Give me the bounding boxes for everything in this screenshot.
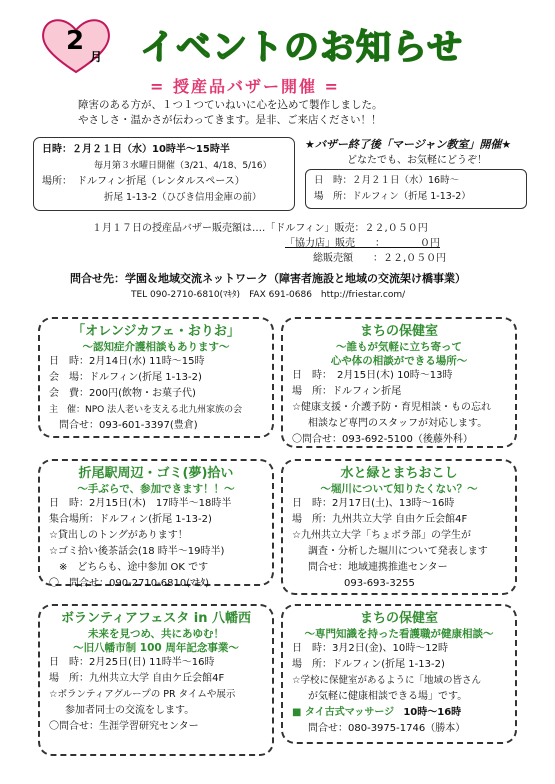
- massage-time: 10時〜16時: [403, 707, 462, 718]
- bazaar-note: 毎月第３水曜日開催（3/21、4/18、5/16）: [94, 161, 272, 171]
- intro-line: 障害のある方が、１つ１つていねいに心を込めて製作しました。: [78, 99, 383, 111]
- bazaar-date: 日時：２月２１日（水）10時半〜15時半: [42, 144, 230, 155]
- intro-text: [78, 98, 383, 128]
- card-line: ☆健康支援・介護予防・育児相談・もの忘れ: [292, 402, 491, 413]
- card-subtitle: 未来を見つめ、共にあゆむ！: [87, 628, 225, 640]
- card-line: 会 場：ドルフィン(折尾 1-13-2): [49, 372, 202, 383]
- card-line: 問合せ：093-601-3397(豊倉): [49, 420, 198, 431]
- mahjong-heading: ★バザー終了後「マージャン教室」開催★: [305, 138, 512, 151]
- card-line: 〇問合せ：生涯学習研究センター: [49, 721, 199, 732]
- card-line: 日 時：2月17日(土)、13時〜16時: [292, 498, 455, 509]
- card-title: ボランティアフェスタ in 八幡西: [60, 611, 252, 626]
- card-title: 水と緑とまちおこし: [340, 466, 458, 481]
- card-title: まちの保健室: [359, 611, 438, 626]
- event-card-trash-pickup: [38, 459, 274, 589]
- card-line: 日 時：2月25日(日) 11時半〜16時: [49, 657, 215, 668]
- event-card-water-green: [281, 459, 517, 595]
- page-title: イベントのお知らせ: [140, 28, 463, 68]
- mahjong-info-box: [305, 169, 527, 209]
- card-line: ☆ボランティアグループの PR タイムや展示: [49, 689, 236, 700]
- card-contact: 問合せ：080-3975-1746（勝本）: [308, 723, 466, 734]
- mahjong-subheading: どなたでも、お気軽にどうぞ！: [347, 155, 487, 166]
- event-card-orange-cafe: [38, 317, 274, 438]
- bazaar-info-box: [33, 137, 295, 211]
- bazaar-address: 折尾 1-13-2（ひびき信用金庫の前）: [104, 192, 262, 203]
- card-title: 折尾駅周辺・ゴミ(夢)拾い: [78, 466, 234, 481]
- mahjong-place: 場 所：ドルフィン（折尾 1-13-2）: [314, 191, 471, 202]
- sales-line-1: １月１７日の授産品バザー販売額は‥‥「ドルフィン」販売：２２,０５０円: [92, 223, 428, 234]
- card-subtitle: 〜手ぶらで、参加できます！！〜: [77, 483, 235, 495]
- massage-row: [292, 705, 506, 721]
- card-line: ☆ゴミ拾い後茶話会(18 時半〜19時半): [49, 546, 225, 557]
- card-line: 調査・分析した堀川について発表します: [308, 546, 488, 557]
- card-line: 場 所：九州共立大学 自由ケ丘会館4F: [292, 514, 468, 525]
- card-line: ※ どちらも、途中参加 OK です: [49, 562, 209, 573]
- card-line: 093-693-3255: [344, 578, 415, 589]
- card-subtitle: 〜誰もが気軽に立ち寄って: [336, 341, 462, 353]
- month-badge: [38, 14, 114, 76]
- event-card-health-room: [281, 317, 517, 448]
- card-subtitle: 〜旧八幡市制 100 周年記念事業〜: [73, 642, 239, 654]
- sales-line-3: 総販売額 ：２２,０５０円: [313, 253, 447, 264]
- bazaar-place: 場所： ドルフィン折尾（レンタルスペース）: [42, 176, 245, 187]
- card-line: 場 所：ドルフィン(折尾 1-13-2): [292, 659, 445, 670]
- card-line: 問合せ：地域連携推進センター: [308, 562, 448, 573]
- card-subtitle: 〜専門知識を持った看護職が健康相談〜: [304, 628, 494, 640]
- event-card-health-room-2: [281, 604, 517, 744]
- card-line: ☆九州共立大学「ちょボラ部」の学生が: [292, 530, 471, 541]
- card-line: ☆貸出しのトングがあります！: [49, 530, 188, 541]
- card-subtitle: 〜堀川について知りたくない？〜: [320, 483, 478, 495]
- card-subtitle: 心や体の相談ができる場所〜: [330, 355, 468, 367]
- card-subtitle: 〜認知症介護相談もあります〜: [82, 341, 230, 353]
- card-line: 日 時： 2月15日(木) 10時〜13時: [292, 370, 453, 381]
- intro-line: やさしさ・温かさが伝わってきます。是非、ご来店ください！！: [78, 114, 382, 126]
- contact-info: 問合せ先：学園＆地域交流ネットワーク（障害者施設と地域の交流架け橋事業）: [70, 272, 466, 285]
- massage-label: ■ タイ古式マッサージ: [292, 707, 395, 718]
- card-line: 〇問合せ：093-692-5100（後藤外科）: [292, 434, 473, 445]
- mahjong-date: 日 時：２月２１日（水）16時〜: [314, 175, 460, 186]
- card-line: 主 催：NPO 法人老いを支える北九州家族の会: [49, 405, 243, 415]
- card-line: 場 所：ドルフィン折尾: [292, 386, 402, 397]
- month-unit: 月: [90, 50, 103, 64]
- card-line: 場 所：九州共立大学 自由ケ丘会館4F: [49, 673, 225, 684]
- card-line: 会 費：200円(飲物・お菓子代): [49, 388, 196, 399]
- page-subtitle: = 授産品バザー開催 =: [150, 77, 340, 96]
- card-title: 「オレンジカフェ・おりお」: [72, 324, 240, 339]
- event-card-volunteer-festa: [38, 604, 274, 756]
- card-line: 相談など専門のスタッフが対応します。: [308, 418, 488, 429]
- card-line: 集合場所：ドルフィン(折尾 1-13-2): [49, 514, 212, 525]
- card-line: が気軽に健康相談できる場」です。: [308, 691, 468, 702]
- month-number: 2: [66, 26, 85, 56]
- card-line: 日 時：3月2日(金)、10時〜12時: [292, 643, 448, 654]
- card-title: まちの保健室: [359, 324, 438, 339]
- sales-line-2: 「協力店」販売 ： ０円: [285, 238, 440, 249]
- card-line: 日 時：2月15日(木) 17時半〜18時半: [49, 498, 232, 509]
- card-line: 参加者同士の交流をします。: [65, 705, 195, 716]
- contact-details: TEL 090-2710-6810(ﾏｷﾀ) FAX 691-0686 http://friestar.com/: [131, 290, 406, 300]
- card-line: 日 時：2月14日(水) 11時〜15時: [49, 356, 205, 367]
- card-line: 〇 問合せ：090-2710-6810(ﾏｷﾀ): [49, 578, 210, 589]
- card-line: ☆学校に保健室があるように「地域の皆さん: [292, 675, 482, 686]
